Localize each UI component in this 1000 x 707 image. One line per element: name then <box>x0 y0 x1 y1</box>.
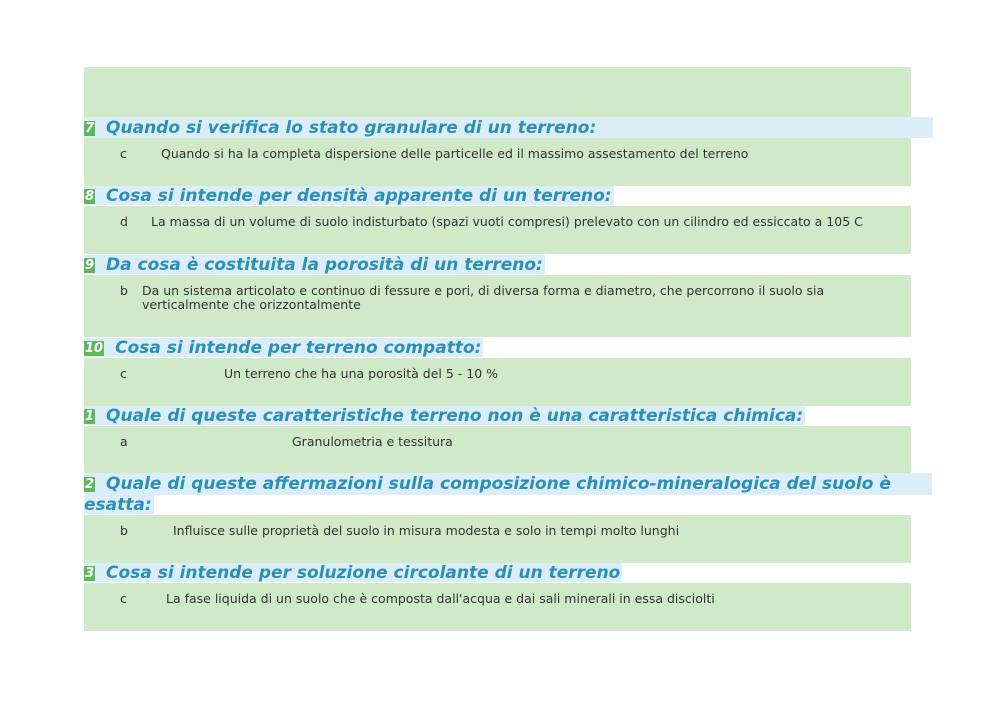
answer-text: Un terreno che ha una porosità del 5 - 10 % <box>224 366 498 381</box>
answer-text: Granulometria e tessitura <box>292 434 453 449</box>
answer-letter: b <box>120 283 128 298</box>
answer-letter: c <box>120 366 127 381</box>
answer-box <box>84 138 911 186</box>
answer-text: Da un sistema articolato e continuo di fessure e pori, di diversa forma e diametro, che percorrono il suolo sia verticalmente che orizzontalmente <box>142 283 825 312</box>
question-text: Da cosa è costituita la porosità di un terreno: <box>106 255 543 275</box>
answer-box <box>84 358 911 406</box>
question-number: 9 <box>85 258 95 273</box>
qa-item-1 <box>84 405 911 474</box>
answer-text: La massa di un volume di suolo indisturbato (spazi vuoti compresi) prelevato con un cilindro ed essiccato a 105 C <box>151 214 863 229</box>
answer-text: Quando si ha la completa dispersione delle particelle ed il massimo assestamento del terreno <box>161 146 749 161</box>
qa-item-3 <box>84 562 911 631</box>
answer-letter: c <box>120 591 127 606</box>
answer-box <box>84 583 911 631</box>
question-line-2 <box>84 494 911 515</box>
question-text-line-2: esatta: <box>84 495 152 515</box>
answer-letter: a <box>120 434 128 449</box>
document-page <box>84 0 911 707</box>
question-line <box>84 473 911 494</box>
answer-text: Influisce sulle proprietà del suolo in misura modesta e solo in tempi molto lunghi <box>173 523 680 538</box>
answer-box <box>84 275 911 337</box>
question-number: 3 <box>85 566 95 581</box>
top-band <box>84 67 911 117</box>
question-line <box>84 117 933 138</box>
question-text: Cosa si intende per terreno compatto: <box>115 338 482 358</box>
answer-letter: d <box>120 214 128 229</box>
question-number: 1 <box>85 409 95 424</box>
question-text: Cosa si intende per soluzione circolante di un terreno <box>106 563 621 583</box>
question-line <box>84 185 911 206</box>
answer-text: La fase liquida di un suolo che è composta dall'acqua e dai sali minerali in essa disciolti <box>166 591 715 606</box>
question-line <box>84 254 911 275</box>
question-text: Quando si verifica lo stato granulare di un terreno: <box>106 118 597 138</box>
question-number: 7 <box>85 121 95 136</box>
answer-letter: b <box>120 523 128 538</box>
qa-item-2 <box>84 473 911 563</box>
qa-item-8 <box>84 185 911 254</box>
answer-box <box>84 426 911 474</box>
qa-item-7 <box>84 117 911 186</box>
question-number: 10 <box>85 341 104 356</box>
question-line <box>84 405 911 426</box>
question-number: 2 <box>85 477 95 492</box>
qa-item-10 <box>84 337 911 406</box>
answer-box <box>84 206 911 254</box>
question-line <box>84 337 911 358</box>
question-text: Cosa si intende per densità apparente di un terreno: <box>106 186 612 206</box>
qa-item-9 <box>84 254 911 337</box>
question-text: Quale di queste caratteristiche terreno non è una caratteristica chimica: <box>106 406 804 426</box>
question-line <box>84 562 911 583</box>
question-number: 8 <box>85 189 95 204</box>
answer-box <box>84 515 911 563</box>
answer-letter: c <box>120 146 127 161</box>
question-text-line-1: Quale di queste affermazioni sulla composizione chimico-mineralogica del suolo è <box>106 474 891 494</box>
